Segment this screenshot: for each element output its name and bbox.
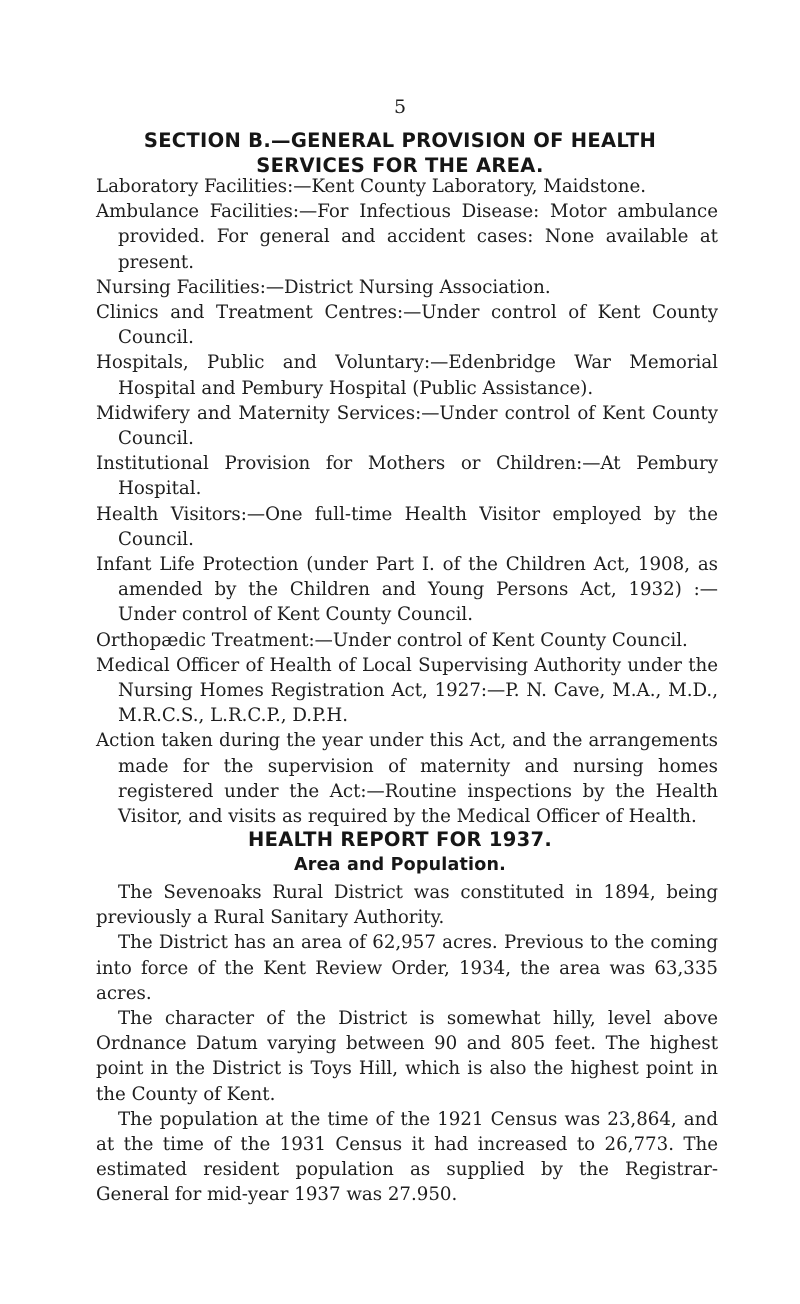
entry-orthopaedic: Orthopædic Treatment:—Under control of Kent County Council. (96, 629, 688, 651)
section-title-line-1: SECTION B.—GENERAL PROVISION OF HEALTH (143, 129, 657, 152)
entry-laboratory: Laboratory Facilities:—Kent County Laboratory, Maidstone. (96, 176, 646, 197)
report-title: HEALTH REPORT FOR 1937. (247, 828, 553, 851)
area-population-body (96, 880, 718, 1208)
paragraph-character: The character of the District is somewhat hilly, level above Ordnance Datum varying between 90 and 805 feet. The highest point in the District is Toys Hill, which is also the highest point in the County of Kent. (96, 1008, 718, 1105)
report-subtitle: Area and Population. (294, 855, 506, 875)
section-title (0, 128, 800, 178)
entry-ambulance: Ambulance Facilities:—For Infectious Disease: Motor ambulance provided. For general and accident cases: None available at present. (96, 201, 718, 273)
entry-midwifery: Midwifery and Maternity Services:—Under control of Kent County Council. (96, 402, 718, 450)
paragraph-area: The District has an area of 62,957 acres. Previous to the coming into force of the Kent Review Order, 1934, the area was 63,335 acres. (96, 932, 718, 1004)
paragraph-population: The population at the time of the 1921 Census was 23,864, and at the time of the 1931 Census it had increased to 26,773. The estimated resident population as supplied by the Registrar-General for mid-year 1937 was 27.950. (96, 1108, 718, 1206)
paragraph-constitution: The Sevenoaks Rural District was constituted in 1894, being previously a Rural Sanitary Authority. (96, 882, 718, 929)
entry-health-visitors: Health Visitors:—One full-time Health Visitor employed by the Council. (96, 503, 718, 550)
services-list (96, 174, 718, 829)
entry-hospitals: Hospitals, Public and Voluntary:—Edenbridge War Memorial Hospital and Pembury Hospital (Public Assistance). (96, 352, 718, 399)
section-title-line-2: SERVICES FOR THE AREA. (256, 154, 544, 177)
page-number: 5 (393, 96, 407, 118)
entry-action-taken: Action taken during the year under this Act, and the arrangements made for the supervision of maternity and nursing homes registered under the Act:—Routine inspections by the Health Visitor, and visits as required by the Medical Officer of Health. (96, 730, 718, 828)
entry-infant-life-protection: Infant Life Protection (under Part I. of the Children Act, 1908, as amended by the Children and Young Persons Act, 1932) :—Under control of Kent County Council. (96, 554, 718, 626)
entry-clinics: Clinics and Treatment Centres:—Under control of Kent County Council. (96, 302, 718, 349)
entry-nursing: Nursing Facilities:—District Nursing Association. (96, 276, 551, 298)
entry-medical-officer: Medical Officer of Health of Local Supervising Authority under the Nursing Homes Registration Act, 1927:—P. N. Cave, M.A., M.D., M.R.C.S., L.R.C.P., D.P.H. (96, 654, 718, 727)
entry-institutional-provision: Institutional Provision for Mothers or Children:—At Pembury Hospital. (96, 453, 718, 500)
